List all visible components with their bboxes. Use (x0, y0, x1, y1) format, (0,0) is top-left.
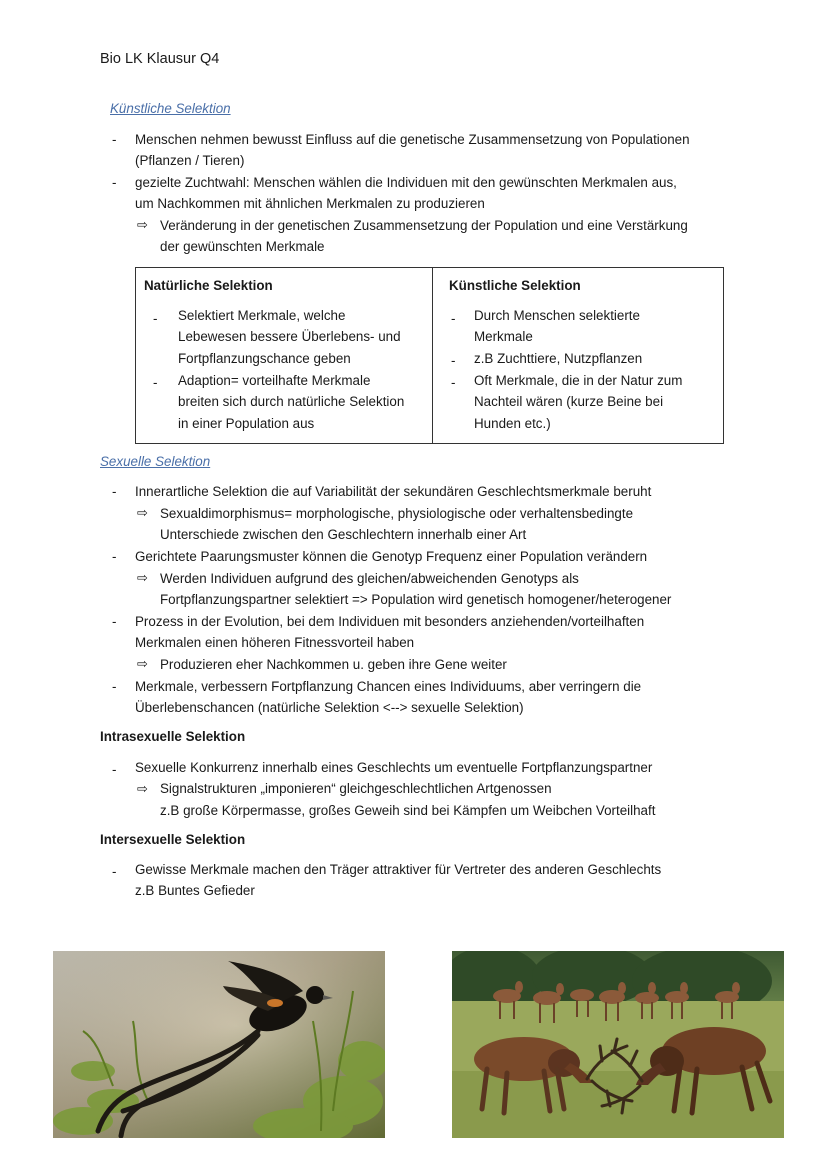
table-header-natuerliche-selektion: Natürliche Selektion (144, 278, 273, 293)
text-line: Produzieren eher Nachkommen u. geben ihre Gene weiter (160, 657, 507, 672)
text-line: Merkmale (474, 329, 533, 344)
text-line: (Pflanzen / Tieren) (135, 153, 245, 168)
bullet-dash: - (451, 353, 456, 368)
bullet-dash: - (112, 864, 117, 879)
text-line: Sexualdimorphismus= morphologische, physiologische oder verhaltensbedingte (160, 506, 634, 521)
bullet-dash: - (112, 614, 117, 629)
text-line: Gewisse Merkmale machen den Träger attraktiver für Vertreter des anderen Geschlechts (135, 862, 662, 877)
text-line: Hunden etc.) (474, 416, 551, 431)
section-heading-intersexuelle-selektion: Intersexuelle Selektion (100, 832, 246, 847)
bullet-dash: - (451, 311, 456, 326)
page-title: Bio LK Klausur Q4 (100, 51, 220, 67)
table-header-kuenstliche-selektion: Künstliche Selektion (449, 278, 581, 293)
text-line: in einer Population aus (178, 416, 315, 431)
arrow-right-icon: ⇨ (137, 505, 148, 520)
bullet-dash: - (112, 549, 117, 564)
text-line: Gerichtete Paarungsmuster können die Genotyp Frequenz einer Population verändern (135, 549, 648, 564)
text-line: Sexuelle Konkurrenz innerhalb eines Geschlechts um eventuelle Fortpflanzungspartner (135, 760, 653, 775)
text-line: Oft Merkmale, die in der Natur zum (474, 373, 683, 388)
text-line: Merkmale, verbessern Fortpflanzung Chancen eines Individuums, aber verringern die (135, 679, 642, 694)
bullet-dash: - (153, 375, 158, 390)
table-cell-kuenstlich (433, 268, 724, 444)
bullet-dash: - (451, 375, 456, 390)
bullet-dash: - (153, 311, 158, 326)
text-line: Fortpflanzungspartner selektiert => Population wird genetisch homogener/heterogener (160, 592, 672, 607)
text-line: Unterschiede zwischen den Geschlechtern innerhalb einer Art (160, 527, 527, 542)
bullet-dash: - (112, 132, 117, 147)
text-line: Selektiert Merkmale, welche (178, 308, 346, 323)
text-line: Prozess in der Evolution, bei dem Individuen mit besonders anziehenden/vorteilhaften (135, 614, 645, 629)
text-line: der gewünschten Merkmale (160, 239, 325, 254)
text-line: Lebewesen bessere Überlebens- und (178, 329, 401, 344)
text-line: z.B Zuchttiere, Nutzpflanzen (474, 351, 643, 366)
deer-photo (452, 951, 784, 1138)
arrow-right-icon: ⇨ (137, 570, 148, 585)
text-line: Menschen nehmen bewusst Einfluss auf die genetische Zusammensetzung von Populationen (135, 132, 690, 147)
text-line: breiten sich durch natürliche Selektion (178, 394, 405, 409)
text-line: Werden Individuen aufgrund des gleichen/abweichenden Genotyps als (160, 571, 579, 586)
bullet-dash: - (112, 175, 117, 190)
bird-photo (53, 951, 385, 1138)
red-deer-image (452, 951, 784, 1138)
text-line: z.B Buntes Gefieder (135, 883, 255, 898)
text-line: Innerartliche Selektion die auf Variabilität der sekundären Geschlechtsmerkmale beruht (135, 484, 652, 499)
arrow-right-icon: ⇨ (137, 781, 148, 796)
section-heading-kuenstliche-selektion: Künstliche Selektion (110, 101, 231, 116)
text-line: z.B große Körpermasse, großes Geweih sind bei Kämpfen um Weibchen Vorteilhaft (160, 803, 656, 818)
text-line: Überlebenschancen (natürliche Selektion <--> sexuelle Selektion) (135, 700, 524, 715)
text-line: Veränderung in der genetischen Zusammensetzung der Population und eine Verstärkung (160, 218, 688, 233)
widowbird-image (53, 951, 385, 1138)
text-line: Merkmalen einen höheren Fitnessvorteil haben (135, 635, 415, 650)
comparison-table (135, 267, 724, 444)
bullet-dash: - (112, 484, 117, 499)
section-heading-sexuelle-selektion: Sexuelle Selektion (100, 454, 211, 469)
arrow-right-icon: ⇨ (137, 217, 148, 232)
bullet-dash: - (112, 679, 117, 694)
text-line: gezielte Zuchtwahl: Menschen wählen die Individuen mit den gewünschten Merkmalen aus, (135, 175, 677, 190)
section-heading-intrasexuelle-selektion: Intrasexuelle Selektion (100, 729, 246, 744)
text-line: Fortpflanzungschance geben (178, 351, 351, 366)
text-line: Nachteil wären (kurze Beine bei (474, 394, 664, 409)
table-cell-natuerlich (136, 268, 433, 444)
text-line: Durch Menschen selektierte (474, 308, 640, 323)
text-line: um Nachkommen mit ähnlichen Merkmalen zu produzieren (135, 196, 485, 211)
bullet-dash: - (112, 762, 117, 777)
arrow-right-icon: ⇨ (137, 656, 148, 671)
text-line: Signalstrukturen „imponieren“ gleichgeschlechtlichen Artgenossen (160, 781, 552, 796)
text-line: Adaption= vorteilhafte Merkmale (178, 373, 371, 388)
